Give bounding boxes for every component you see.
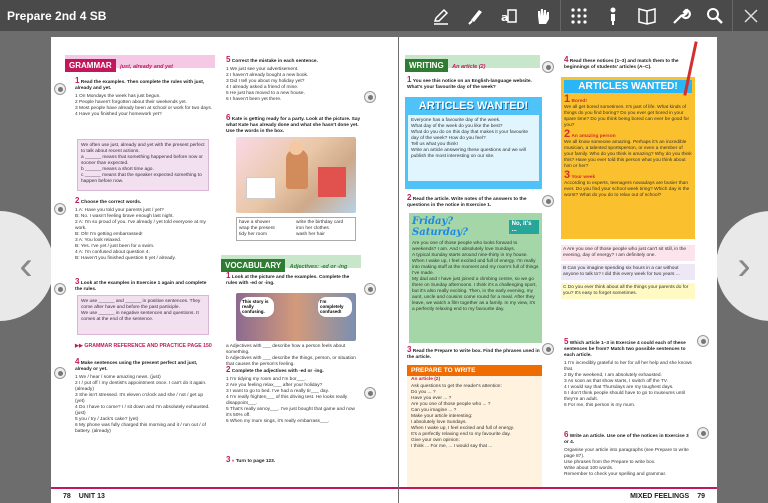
exercise-line: 2 People haven't forgotten about their weekends yet. bbox=[75, 100, 187, 105]
exercise-line: 1 I'm incredibly grateful to her for all her help and she knows that. bbox=[564, 361, 692, 372]
exercise-instruction: Look at the examples in Exercise 1 again and complete the rules. bbox=[75, 281, 207, 292]
chevron-left-icon: ‹ bbox=[19, 243, 33, 288]
top-toolbar bbox=[0, 0, 768, 31]
notice-body: We all know someone amazing. Perhaps it's an incredible musician, a talented sportsperson, or even a member of your family. Who do you think is amazing? Why do you think this? Have you ever told this person what you think about him or her? bbox=[564, 140, 692, 169]
box-line: Ask questions to get the reader's attention: bbox=[411, 384, 502, 389]
box-line: I think ... For me, ... I would say that ... bbox=[411, 444, 493, 449]
articles-wanted-notice bbox=[405, 97, 542, 189]
exercise-line: Remember to check your spelling and grammar. bbox=[564, 472, 667, 477]
exercise-instruction: You see this notice on an English-language website. What's your favourite day of the week? bbox=[407, 79, 532, 90]
page-number: 78 bbox=[63, 492, 71, 500]
exercise-line: 4 Have you finished your homework yet? bbox=[75, 112, 162, 117]
exercise-line: 3 Most people have already been at school or work for two days. bbox=[75, 106, 213, 111]
exercise-line: 1 On Mondays the week has just begun. bbox=[75, 94, 161, 99]
notice-title: ARTICLES WANTED! bbox=[418, 100, 529, 112]
writing-exercise-2: 2 Read the article. Write notes of the answers to the questions in the notice in Exercise 1. bbox=[407, 193, 527, 208]
writing-header bbox=[405, 55, 540, 68]
unit-label: MIXED FEELINGS bbox=[630, 492, 690, 500]
tool-group bbox=[424, 0, 768, 31]
exercise-lines bbox=[75, 208, 213, 262]
rule-line: b ______ means a short time ago. bbox=[81, 167, 154, 172]
notice-line: Everyone has a favourite day of the week. bbox=[411, 118, 501, 123]
exercise-line: Organise your article into paragraphs (see Prepare to write page 87). bbox=[564, 448, 689, 459]
exercise-line: 3 She isn't stressed. It's eleven o'clock and she / not / get up (yet) bbox=[75, 393, 204, 404]
pointer-icon[interactable] bbox=[596, 0, 630, 31]
exercise-instruction[interactable]: Turn to page 123. bbox=[235, 459, 276, 464]
exercise-3: 3 Look at the examples in Exercise 1 again and complete the rules. bbox=[75, 277, 207, 292]
exercise-instruction: Correct the mistake in each sentence. bbox=[231, 59, 318, 64]
search-icon[interactable] bbox=[698, 0, 732, 31]
notice-title: ARTICLES WANTED! bbox=[564, 80, 692, 93]
svg-text:a: a bbox=[501, 10, 509, 24]
exercise-instruction: Complete the adjectives with -ed or -ing. bbox=[231, 369, 324, 374]
box-line: Do you ... ? bbox=[411, 390, 436, 395]
audio-button[interactable] bbox=[542, 61, 554, 73]
exercise-6: 6 Kate is getting ready for a party. Look at the picture. Say what Kate has already done and what she hasn't done yet. Use the words in the box. bbox=[226, 113, 361, 134]
exercise-line: B: Haven't you finished question 5 yet / already. bbox=[75, 256, 176, 261]
exercise-line: 2 A: I'm so proud of you. I've already / yet told everyone at my work. bbox=[75, 220, 206, 231]
article-title: Friday? Saturday? bbox=[412, 216, 469, 238]
notice-line: Write an article answering these questions and we will publish the most interesting on our site. bbox=[411, 148, 526, 159]
grammar-header bbox=[65, 55, 215, 68]
rule-line: We use ______ and ______ in positive sentences. They come after have and before the past participle. bbox=[81, 299, 201, 310]
audio-button[interactable] bbox=[54, 367, 66, 379]
exercise-4: 4 Make sentences using the present perfect and just, already or yet. 1 We / hear / some amazing news. (just) 2 I / put off / my dentist's appointment once. I can't do it again. (already) 3 She isn't stressed. It's eleven o'clock and she / not / get up (yet) 4 Do I have to come? I / sit down and I'm absolutely exhausted. (just) 5 you / try / Jack's cake? (yet) 6 My phone was fully charged this morning and it / run out / of battery. (already) bbox=[75, 359, 213, 435]
article-beginnings bbox=[561, 245, 695, 299]
box-line: Have you ever ... ? bbox=[411, 396, 452, 401]
section-subtitle: Adjectives: -ed or -ing bbox=[289, 264, 348, 270]
exercise-instruction: Write an article. Use one of the notices in Exercise 3 or 4. bbox=[564, 434, 689, 445]
exercise-line: 5 He just has moved to a new house. bbox=[226, 91, 305, 96]
exercise-instruction: Make sentences using the present perfect and just, already or yet. bbox=[75, 361, 198, 372]
audio-button[interactable] bbox=[364, 283, 376, 295]
section-subtitle: An article (2) bbox=[452, 64, 486, 70]
exercise-line: 2 I / put off / my dentist's appointment once. I can't do it again. (already) bbox=[75, 381, 207, 392]
vocabulary-header bbox=[221, 255, 361, 268]
exercise-line: 2 Are you feeling relax___ after your holiday? bbox=[226, 383, 323, 388]
audio-button[interactable] bbox=[54, 83, 66, 95]
exercise-instruction: Which article 1–3 in Exercise 4 could each of these sentences be from? Match two possible sentences to each article. bbox=[564, 341, 686, 358]
vocab-exercise-1: 1 Look at the picture and the examples. Complete the rules with -ed or -ing. bbox=[226, 271, 350, 286]
speech-bubble: This story is really confusing. bbox=[240, 297, 274, 317]
audio-button[interactable] bbox=[542, 195, 554, 207]
word-box-item: iron her clothes bbox=[296, 226, 329, 231]
right-page bbox=[399, 37, 717, 503]
rule-line: a Adjectives with ___ describe how a person feels about something. bbox=[226, 344, 346, 355]
article-friday-saturday bbox=[409, 213, 542, 343]
beginning-b: B Can you imagine spending six hours in a car without anyone to talk to? I did this every week for two years ... bbox=[561, 264, 695, 280]
writing-exercise-1: 1 You see this notice on an English-language website. What's your favourite day of the week? bbox=[407, 75, 532, 90]
exercise-lines bbox=[75, 94, 213, 118]
exercise-line: B: No. I wasn't feeling brave enough last night. bbox=[75, 214, 174, 219]
audio-button[interactable] bbox=[364, 387, 376, 399]
word-box-item: tidy her room bbox=[239, 232, 267, 237]
exercise-2: 2 Choose the correct words. 1 A: Have you told your parents just / yet? B: No. I wasn't feeling brave enough last night. 2 A: I'm so proud of you. I've already / yet told everyone at my work. B: Oh! I'm getting embarrassed! 3 A: You look relaxed. B: Yes. I've yet / just been for a swim. 4 A: I'm confused about question 4. B: Haven't you finished question 5 yet / already. bbox=[75, 198, 213, 262]
rule-line: b Adjectives with ___ describe the things, person, or situation that causes the person's feeling. bbox=[226, 356, 356, 367]
exercise-instruction: Read the article. Write notes of the answers to the questions in the notice in Exercise 1. bbox=[407, 197, 527, 208]
audio-button[interactable] bbox=[54, 283, 66, 295]
exercise-line: 4 I already asked a friend of mine. bbox=[226, 85, 299, 90]
exercise-line: 3 A: You look relaxed. bbox=[75, 238, 122, 243]
exercise-line: B: Yes. I've yet / just been for a swim. bbox=[75, 244, 155, 249]
section-title: WRITING bbox=[405, 59, 448, 72]
box-line: Give your own opinion: bbox=[411, 438, 460, 443]
exercise-line: 2 By the weekend, I am absolutely exhausted. bbox=[564, 373, 662, 378]
box-line: I absolutely love Sundays. bbox=[411, 420, 467, 425]
exercise-line: 1 A: Have you told your parents just / yet? bbox=[75, 208, 164, 213]
exercise-line: 2 I haven't already bought a new book. bbox=[226, 73, 309, 78]
exercise-line: 3 As soon as that show starts, I switch off the TV. bbox=[564, 379, 668, 384]
exercise-line: 1 We just see your advertisement. bbox=[226, 67, 299, 72]
notice-body: We all get bored sometimes. It's part of life. What kinds of things do you find boring? Do you ever get bored in your spare time? Do you think being bored can ever be good for you? bbox=[564, 105, 690, 128]
vocab-exercise-2: 2 Complete the adjectives with -ed or -ing. 1 I'm tidying my room and I'm bor___. 2 Are you feeling relax___ after your holiday? 3 I want to go to bed. I've had a really tir___ day. 4 I'm really frighten___ of this driving test. He looks really disappoint___. 5 That's really annoy___. I've just bought that game and now it's 50% off. 6 When my mum sings, it's really embarrass___. bbox=[226, 367, 361, 425]
exercise-instruction: Kate is getting ready for a party. Look at the picture. Say what Kate has already done and what she hasn't done yet. Use the words in the box. bbox=[226, 117, 361, 134]
notice-body: According to experts, teenagers nowadays are busier than ever. Do you find your school week tiring? Which day is the worst? What do you do to relax out of school? bbox=[564, 181, 690, 198]
exercise-line: 5 you / try / Jack's cake? (yet) bbox=[75, 417, 139, 422]
box-line: When I wake up, I feel excited and full of energy. bbox=[411, 426, 515, 431]
unit-label: UNIT 13 bbox=[78, 492, 105, 500]
exercise-instruction: Read the Prepare to write box. Find the phrases used in the article. bbox=[407, 349, 540, 360]
exercise-line: 6 When my mum sings, it's really embarrass___. bbox=[226, 419, 330, 424]
writing-exercise-5: 5 Which article 1–3 in Exercise 4 could each of these sentences be from? Match two possible sentences to each article. 1 I'm incredibly grateful to her for all her help and she knows that. 2 By the weekend, I am absolutely exhausted. 3 As soon as that show starts, I switch off the TV. 4 I would say that Thursdays are my toughest days. 5 I don't think people should have to go to museums until they're an adult. 6 For me, this person is my mum. bbox=[564, 339, 694, 409]
exercise-line: Write about 100 words. bbox=[564, 466, 614, 471]
exercise-line: 1 We / hear / some amazing news. (just) bbox=[75, 375, 161, 380]
exercise-line: 4 A: I'm confused about question 4. bbox=[75, 250, 150, 255]
text-tool-icon[interactable] bbox=[492, 0, 526, 31]
app-title: Prepare 2nd 4 SB bbox=[7, 8, 107, 23]
exercise-instruction: Choose the correct words. bbox=[80, 200, 142, 205]
box-subtitle: An article (2) bbox=[411, 377, 441, 382]
exercise-1: 1 Read the examples. Then complete the rules with just, already and yet. 1 On Mondays the week has just begun. 2 People haven't forgotten about their weekends yet. 3 Most people have already been at school or work for two days. 4 Have you finished your homework yet? bbox=[75, 76, 213, 117]
box-line: Make your article interesting: bbox=[411, 414, 473, 419]
notice-line: Tell us what you think! bbox=[411, 142, 458, 147]
writing-exercise-6: 6 Write an article. Use one of the notices in Exercise 3 or 4. Organise your article into paragraphs (see Prepare to write page 87). Use phrases from the Prepare to write box. Write about 100 words. Remember to check your spelling and grammar. bbox=[564, 432, 694, 478]
book-viewer bbox=[0, 31, 768, 503]
previous-page-button[interactable] bbox=[0, 211, 54, 321]
article-paragraph: A typical Sunday starts around nine-thirty in my house. When I wake up, I feel excited and full of energy. I'm really into making stuff at the moment and my room's full of things I've made. bbox=[412, 253, 539, 276]
exercise-line: 1 I'm tidying my room and I'm bor___. bbox=[226, 377, 306, 382]
grammar-reference-link[interactable]: ▶▶ GRAMMAR REFERENCE AND PRACTICE PAGE 150 bbox=[75, 343, 212, 349]
hand-icon[interactable] bbox=[526, 0, 560, 31]
exercise-line: 6 My phone was fully charged this morning and it / run out / of battery. (already) bbox=[75, 423, 206, 434]
beginning-c: C Do you ever think about all the things your parents do for you? It's easy to forget sometimes. bbox=[561, 283, 695, 299]
box-line: Are you one of those people who ... ? bbox=[411, 402, 491, 407]
kate-party-picture bbox=[236, 137, 356, 213]
notice-line: What day of the week do you like the best? bbox=[411, 124, 503, 129]
right-page-footer bbox=[399, 487, 717, 503]
confused-comic-picture bbox=[236, 293, 356, 341]
audio-button[interactable] bbox=[364, 91, 376, 103]
rule-line: We often use just, already and yet with the present perfect to talk about recent actions. bbox=[81, 143, 205, 154]
exercise-lines bbox=[75, 375, 213, 435]
writing-exercise-4: 4 Read these notices (1–3) and match them to the beginnings of students' articles (A–C). bbox=[564, 55, 679, 70]
exercise-line: 4 Do I have to come? I / sit down and I'm absolutely exhausted. (just) bbox=[75, 405, 210, 416]
exercise-line: 4 I'm really frighten___ of this driving test. He looks really disappoint___. bbox=[226, 395, 348, 406]
exercise-line: 3 I want to go to bed. I've had a really tir___ day. bbox=[226, 389, 329, 394]
box-line: Can you imagine ... ? bbox=[411, 408, 457, 413]
articles-wanted-notices: ARTICLES WANTED! 1 Bored! We all get bored sometimes. It's part of life. What kinds of things do you find boring? Do you ever get bored in your spare time? Do you think being bored can ever be good for you? 2 An amazing person We all know someone amazing. Perhaps it's an incredible musician, a talented sportsperson, or even a member of your family. Who do you think is amazing? Why do you think this? Have you ever told this person what you think about him or her? 3 Your week According to experts, teenagers nowadays are busier than ever. Do you find your school week tiring? Which day is the worst? What do you do to relax out of school? bbox=[561, 77, 695, 239]
exercise-line: 4 I would say that Thursdays are my toughest days. bbox=[564, 385, 674, 390]
exercise-line: 5 I don't think people should have to go to museums until they're an adult. bbox=[564, 391, 685, 402]
exercise-line: 6 I haven't been yet there. bbox=[226, 97, 282, 102]
audio-button[interactable] bbox=[54, 203, 66, 215]
box-title: PREPARE TO WRITE bbox=[407, 365, 542, 376]
prepare-to-write-box bbox=[407, 365, 542, 490]
page-number: 79 bbox=[697, 492, 705, 500]
article-paragraph: My dad and I have just joined a climbing centre, so we go there on Sunday afternoons. I think it's a challenging sport, but it's also really exciting. Then, in the early evening, my aunt, uncle and cousins come round for a meal. After they leave, we watch a film together as a family. In my view, it's a perfectly relaxing end to my favourite day. bbox=[412, 277, 537, 312]
exercise-instruction: Read these notices (1–3) and match them to the beginnings of students' articles (A–C). bbox=[564, 59, 679, 70]
next-page-button[interactable] bbox=[716, 211, 768, 321]
box-line: It's a perfectly relaxing end to my favourite day. bbox=[411, 432, 511, 437]
rule-line: c ______ means that the speaker expected something to happen before now. bbox=[81, 173, 202, 184]
speech-bubble: I'm completely confused! bbox=[318, 297, 352, 317]
section-title: GRAMMAR bbox=[65, 59, 116, 72]
vocab-rules bbox=[226, 344, 361, 368]
article-paragraph: Are you one of those people who looks forward to weekends? I am. And I absolutely love Sundays. bbox=[412, 241, 518, 252]
exercise-instruction: Read the examples. Then complete the rules with just, already and yet. bbox=[75, 80, 205, 91]
rule-line: We use ______ in negative sentences and questions. It comes at the end of the sentence. bbox=[81, 311, 199, 322]
rules-box bbox=[77, 139, 209, 191]
exercise-instruction: Look at the picture and the examples. Complete the rules with -ed or -ing. bbox=[226, 275, 350, 286]
close-icon[interactable] bbox=[732, 0, 768, 31]
exercise-line: 6 For me, this person is my mum. bbox=[564, 403, 636, 408]
section-title: VOCABULARY bbox=[221, 259, 285, 272]
exercise-5: 5 Correct the mistake in each sentence. 1 We just see your advertisement. 2 I haven't already bought a new book. 3 Did I tell you about my holiday yet? 4 I already asked a friend of mine. 5 He just has moved to a new house. 6 I haven't been yet there. bbox=[226, 57, 361, 103]
exercise-line: 3 Did I tell you about my holiday yet? bbox=[226, 79, 305, 84]
exercise-line: Use phrases from the Prepare to write box. bbox=[564, 460, 656, 465]
audio-button[interactable] bbox=[542, 343, 554, 355]
exercise-lines bbox=[226, 67, 361, 103]
word-box-item: wash her hair bbox=[296, 232, 325, 237]
rules-box-2 bbox=[77, 295, 209, 335]
grid-icon[interactable] bbox=[560, 0, 596, 31]
exercise-lines bbox=[226, 377, 361, 425]
audio-button[interactable] bbox=[697, 427, 709, 439]
left-page-footer bbox=[51, 487, 398, 503]
word-box-item: write the birthday card bbox=[296, 220, 344, 225]
rule-line: a ______ means that something happened before now or sooner than expected. bbox=[81, 155, 203, 166]
writing-exercise-3: 3 Read the Prepare to write box. Find the phrases used in the article. bbox=[407, 345, 540, 360]
article-badge: No, it's ... bbox=[509, 220, 539, 234]
book-icon[interactable] bbox=[630, 0, 664, 31]
left-page bbox=[51, 37, 398, 503]
section-subtitle: just, already and yet bbox=[120, 64, 174, 70]
word-box-item: have a shower bbox=[239, 220, 271, 225]
pen-icon[interactable] bbox=[424, 0, 458, 31]
word-box bbox=[236, 217, 356, 241]
exercise-line: 5 That's really annoy___. I've just bought that game and now it's 50% off. bbox=[226, 407, 355, 418]
beginning-a: A Are you one of those people who just can't sit still, in the evening, day of energy? I am definitely one. bbox=[561, 245, 695, 261]
audio-button[interactable] bbox=[697, 335, 709, 347]
word-box-item: wrap the present bbox=[239, 226, 275, 231]
highlighter-icon[interactable] bbox=[458, 0, 492, 31]
vocab-exercise-3: 3 » Turn to page 123. bbox=[226, 455, 276, 464]
wrench-icon[interactable] bbox=[664, 0, 698, 31]
notice-line: What do you do on this day that makes it your favourite day of the week? How do you feel? bbox=[411, 130, 529, 141]
chevron-right-icon: › bbox=[737, 243, 751, 288]
exercise-line: B: Oh! I'm getting embarrassed! bbox=[75, 232, 143, 237]
